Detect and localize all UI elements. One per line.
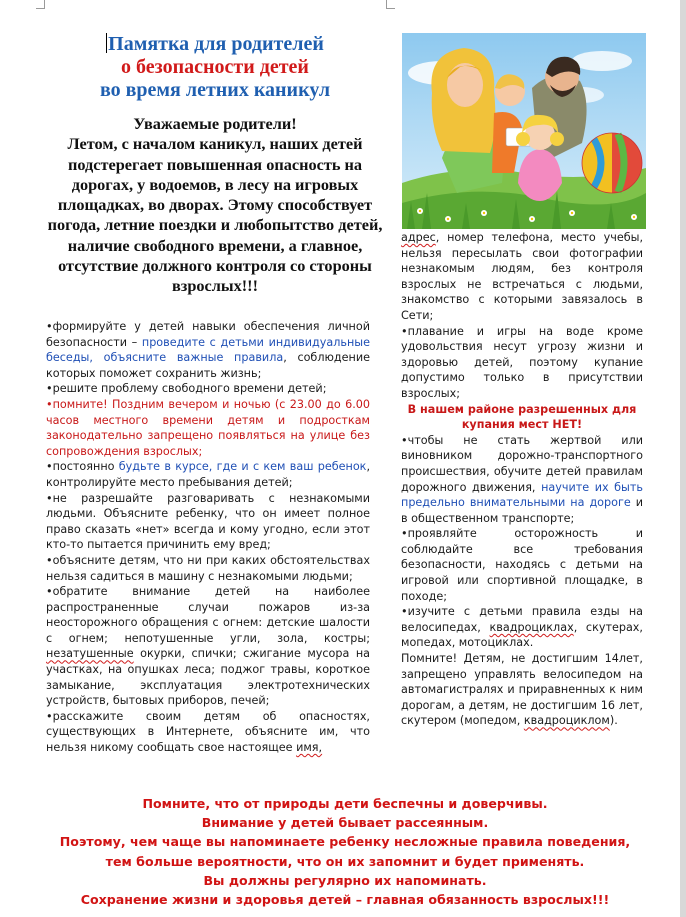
advice-text: окурки, спички; сжигание мусора на участках, на опушках леса; поджог травы, короткое замыкание, эксплуатация электротехнических устройств, бытовых приборов, печей;: [46, 647, 370, 708]
right-text-column: [401, 230, 643, 729]
advice-emphasis: будьте в курсе, где и с кем ваш ребенок: [118, 460, 367, 474]
advice-text: , номер телефона, место учебы, нельзя пересылать свои фотографии незнакомым людям, без контроля взрослых не встречаться с людьми, знакомство с которыми завязалось в Сети;: [401, 231, 643, 322]
advice-item: [46, 319, 370, 381]
advice-item: [401, 433, 643, 527]
title-line-3: во время летних каникул: [99, 79, 331, 101]
advice-item: [401, 651, 643, 729]
closing-line-6: Сохранение жизни и здоровья детей – главная обязанность взрослых!!!: [80, 892, 610, 908]
closing-line-1: Помните, что от природы дети беспечны и доверчивы.: [142, 796, 548, 811]
advice-text: Помните! Детям, не достигшим 14лет, запрещено управлять велосипедом на автомагистралях и приравненных к ним дорогам, а детям, не достигшим 16 лет, скутером (мопедом,: [401, 652, 643, 728]
closing-line-2: Внимание у детей бывает рассеянным.: [201, 815, 489, 831]
advice-text: •расскажите своим детям об опасностях, существующих в Интернете, объясните им, что нельзя никому сообщать свое настоящее: [46, 709, 370, 755]
title-line-1[interactable]: Памятка для родителей: [108, 33, 324, 55]
intro-text: Летом, с началом каникул, наших детей подстерегает повышенная опасность на дорогах, у водоемов, в лесу на игровых площадках, во дворах. Этому способствует погода, летние поездки и любопытство детей, наличие свободного времени, а главное, отсутствие должного контроля со стороны взрослых!!!: [47, 134, 383, 296]
advice-text: •чтобы не стать жертвой или виновником дорожно-транспортного происшествия, обучите детей правилам дорожного движения,: [401, 433, 643, 494]
spellcheck-word: квадроциклом: [523, 714, 610, 728]
text-cursor: [106, 33, 107, 53]
closing-reminder: [20, 794, 670, 909]
advice-item: •решите проблему свободного времени детей;: [46, 382, 327, 396]
page-corner-mark-left: [36, 0, 45, 9]
family-illustration: [402, 33, 646, 229]
advice-item: •не разрешайте разговаривать с незнакомыми людьми. Объясните ребенку, что он имеет полное право сказать «нет» всегда и кому угодно, если этот кто-то пытается причинить ему вред;: [46, 491, 370, 552]
advice-item: [46, 459, 370, 490]
advice-text: •формируйте у детей навыки обеспечения личной безопасности –: [46, 320, 370, 349]
advice-item: •объясните детям, что ни при каких обстоятельствах нельзя садиться в машину с незнакомыми людьми;: [46, 553, 370, 583]
left-text-column: [46, 319, 370, 756]
advice-text: , контролируйте место пребывания детей;: [46, 460, 371, 489]
page-corner-mark-right: [386, 0, 395, 9]
advice-text: ).: [609, 714, 618, 728]
advice-emphasis: научите их быть предельно внимательными на дороге: [401, 480, 644, 510]
family-picnic-image: [402, 33, 646, 229]
spellcheck-word: имя,: [296, 741, 323, 755]
spellcheck-word: незатушенные: [46, 647, 134, 661]
advice-item: •плавание и игры на воде кроме удовольствия несут угрозу жизни и здоровью детей, поэтому купание допустимо только в присутствии взрослых;: [401, 324, 643, 400]
advice-item: [46, 584, 370, 709]
document-title: [40, 33, 390, 102]
closing-line-4: тем больше вероятности, что он их запомнит и будет применять.: [105, 853, 585, 869]
advice-emphasis: проведите с детьми индивидуальные беседы, объясните важные правила: [46, 335, 371, 365]
intro-greeting: Уважаемые родители!: [133, 114, 297, 133]
closing-line-3: Поэтому, чем чаще вы напоминаете ребенку несложные правила поведения,: [59, 834, 631, 850]
advice-text: и в общественном транспорте;: [401, 496, 643, 525]
advice-text: •обратите внимание детей на наиболее распространенные случаи пожаров из-за неосторожного обращения с огнем: детские шалости с огнем; непотушенные угли, зола, костры;: [46, 585, 370, 645]
intro-block: [40, 114, 390, 297]
advice-item: [46, 709, 370, 756]
advice-item: [401, 230, 643, 324]
advice-text: •изучите с детьми правила езды на велосипедах,: [401, 605, 643, 634]
advice-item: •проявляйте осторожность и соблюдайте все требования безопасности, находясь с детьми на игровой или спортивной площадке, в походе;: [401, 527, 643, 603]
no-swimming-heading: В нашем районе разрешенных для купания мест НЕТ!: [407, 402, 637, 432]
advice-text: •постоянно: [46, 460, 119, 474]
closing-line-5: Вы должны регулярно их напоминать.: [203, 872, 487, 888]
advice-text: , соблюдение которых поможет сохранить жизнь;: [46, 351, 370, 380]
advice-item-warning: •помните! Поздним вечером и ночью (с 23.00 до 6.00 часов местного времени детям и подросткам законодательно запрещено появляться на улице без сопровождения взрослых;: [46, 397, 370, 458]
spellcheck-word: квадроциклах: [489, 620, 574, 634]
page-edge-shadow: [680, 0, 686, 917]
spellcheck-word: адрес: [401, 231, 436, 244]
advice-text: , скутерах, мопедах, мотоциклах.: [401, 620, 643, 650]
title-line-2: о безопасности детей: [121, 56, 309, 78]
advice-item: [401, 604, 643, 651]
